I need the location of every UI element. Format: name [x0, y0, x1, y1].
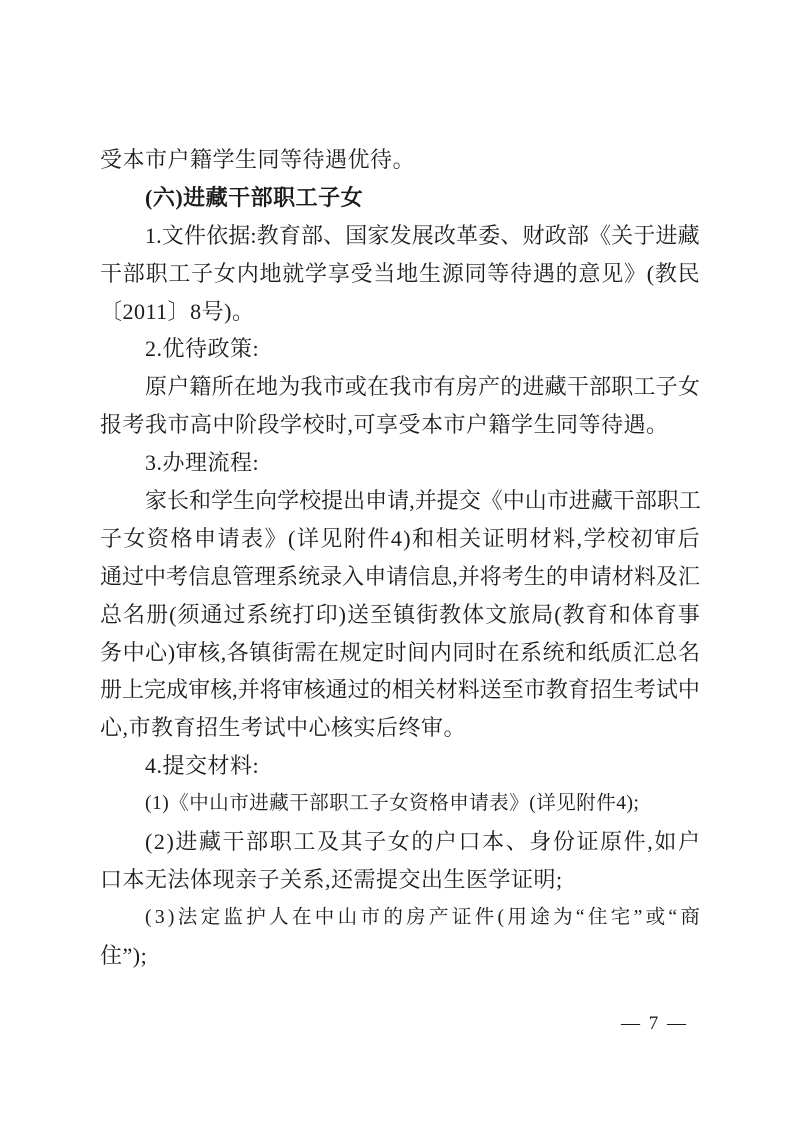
text-line: 通 过 中 考 信 息 管 理 系 统 录 入 申 请 信 息 , 并 将 考 生 的 申 请 材 料 及 汇	[100, 563, 700, 589]
text-line: 册 上 完 成 审 核 , 并 将 审 核 通 过 的 相 关 材 料 送 至 市 教 育 招 生 考 试 中	[100, 677, 700, 703]
page-number: — 7 —	[621, 1013, 688, 1034]
text-line: 〔2011〕8号)。	[100, 298, 255, 324]
section-heading: (六)进藏干部职工子女	[145, 184, 364, 210]
text-line: 原 户 籍 所 在 地 为 我 市 或 在 我 市 有 房 产 的 进 藏 干 部 职 工 子 女	[145, 374, 700, 400]
text-line: 1 . 文 件 依 据 : 教 育 部 、 国 家 发 展 改 革 委 、 财 政 部 《 关 于 进 藏	[145, 222, 700, 248]
text-line: 口本无法体现亲子关系,还需提交出生医学证明;	[100, 866, 563, 892]
text-line: 心,市教育招生考试中心核实后终审。	[100, 715, 467, 741]
text-line: 子 女 资 格 申 请 表 》 ( 详 见 附 件 4 ) 和 相 关 证 明 材 料 , 学 校 初 审 后	[100, 525, 700, 551]
text-line: 3.办理流程:	[145, 450, 260, 476]
text-line: 住”);	[100, 942, 148, 968]
text-line: 务 中 心 ) 审 核 , 各 镇 街 需 在 规 定 时 间 内 同 时 在 系 统 和 纸 质 汇 总 名	[100, 639, 700, 665]
text-line: ( 2 ) 进 藏 干 部 职 工 及 其 子 女 的 户 口 本 、 身 份 证 原 件 , 如 户	[145, 829, 700, 855]
text-line: 总 名 册 ( 须 通 过 系 统 打 印 ) 送 至 镇 街 教 体 文 旅 局 ( 教 育 和 体 育 事	[100, 601, 700, 627]
text-line: 4.提交材料:	[145, 753, 260, 779]
text-line: ( 3 ) 法 定 监 护 人 在 中 山 市 的 房 产 证 件 ( 用 途 为 “ 住 宅 ” 或 “ 商	[145, 906, 700, 928]
text-line: 报考我市高中阶段学校时,可享受本市户籍学生同等待遇。	[100, 412, 669, 438]
document-lines	[100, 141, 700, 975]
text-line: 2.优待政策:	[145, 336, 260, 362]
text-line: 家 长 和 学 生 向 学 校 提 出 申 请 , 并 提 交 《 中 山 市 进 藏 干 部 职 工	[145, 488, 701, 514]
text-line: 受本市户籍学生同等待遇优待。	[100, 147, 416, 172]
text-line: 干 部 职 工 子 女 内 地 就 学 享 受 当 地 生 源 同 等 待 遇 的 意 见 》 ( 教 民	[100, 260, 700, 286]
text-line: (1)《中山市进藏干部职工子女资格申请表》(详见附件4);	[145, 793, 640, 815]
